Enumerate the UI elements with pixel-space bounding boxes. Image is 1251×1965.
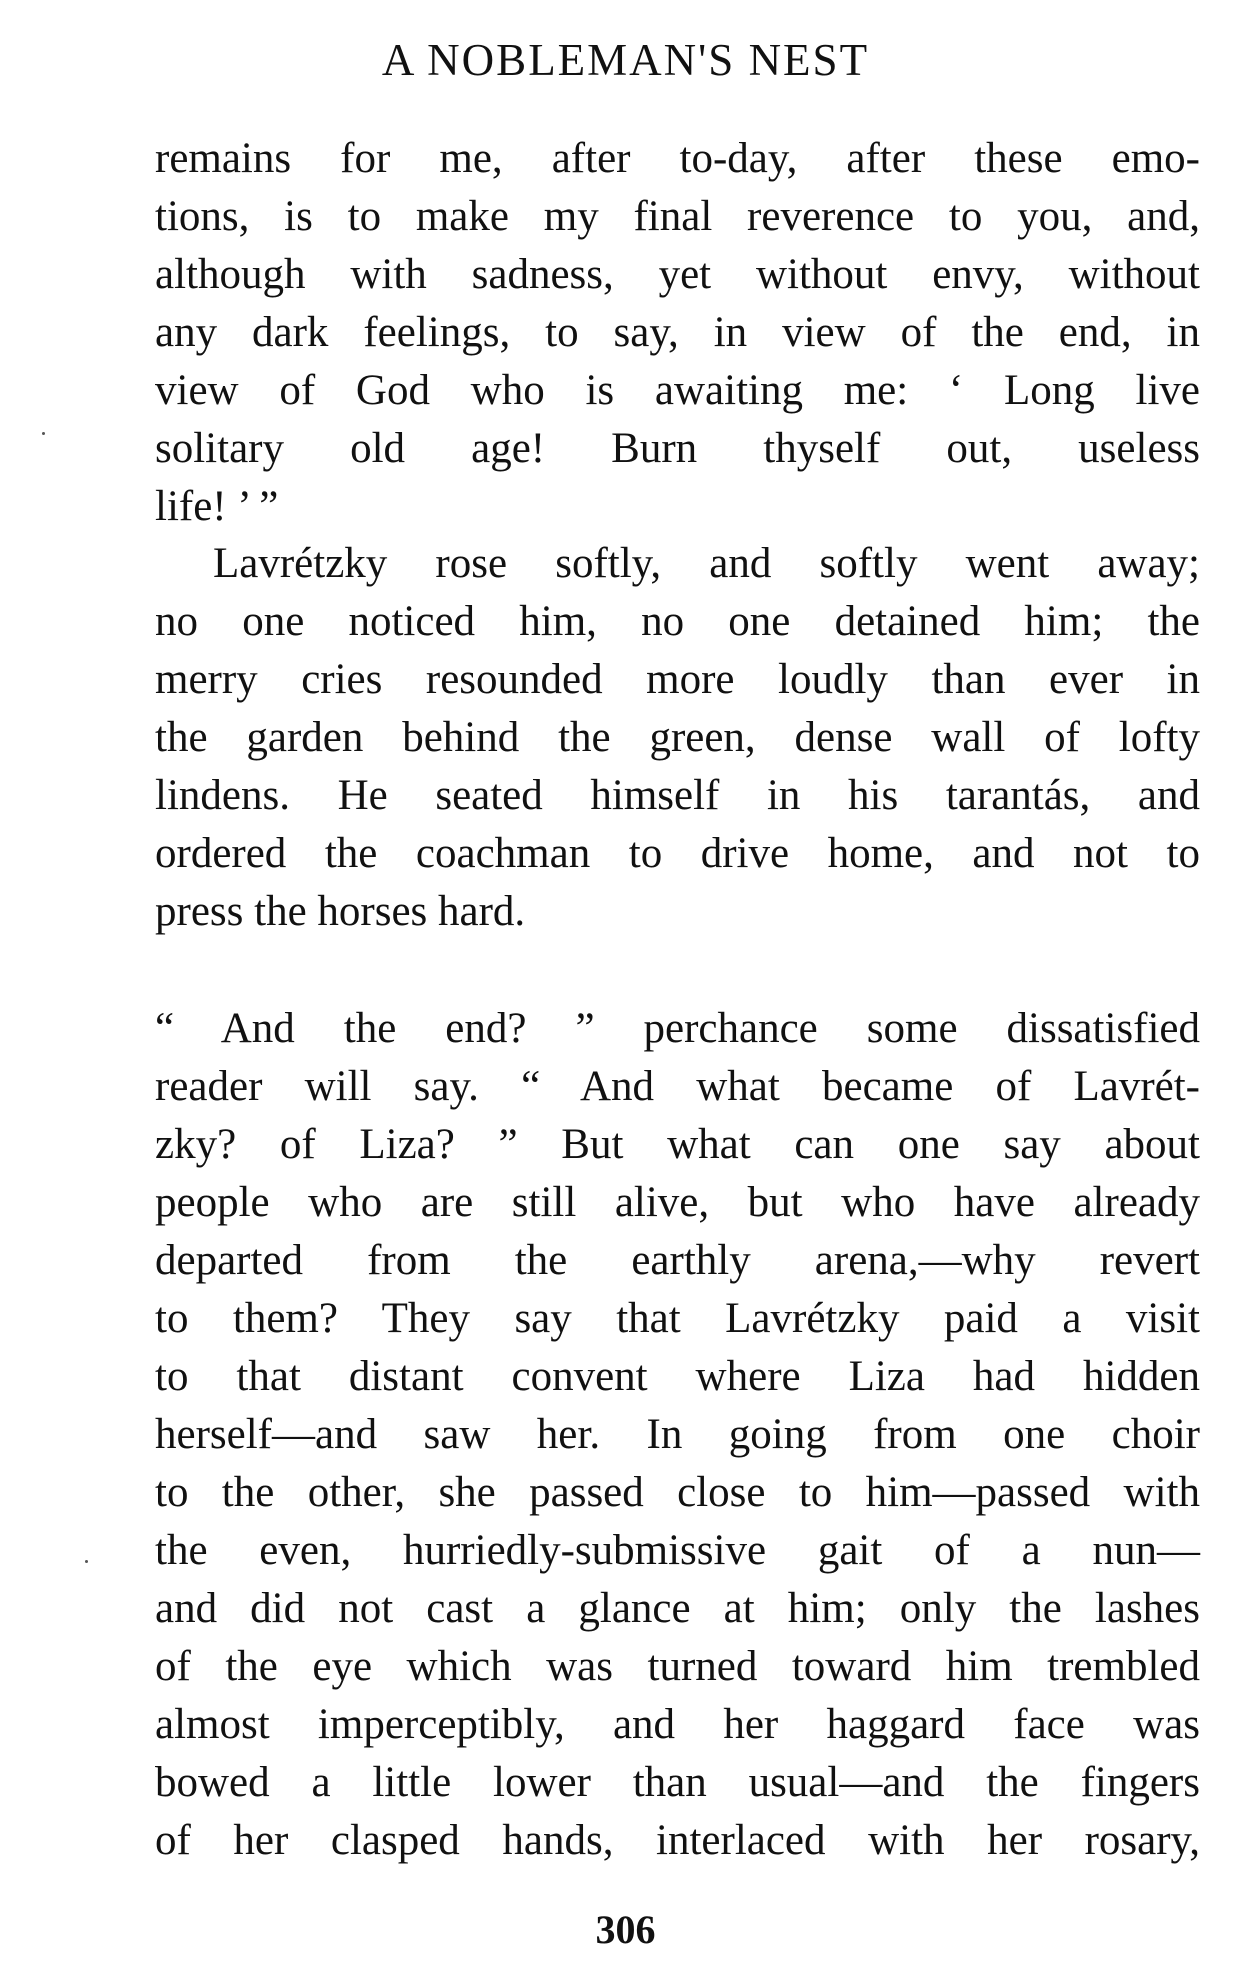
text-line: of the eye which was turned toward him trembled bbox=[155, 1643, 1200, 1690]
text-line: reader will say. “ And what became of Lavrét- bbox=[155, 1063, 1200, 1110]
print-speck bbox=[42, 432, 45, 435]
text-line: view of God who is awaiting me: ‘ Long live bbox=[155, 367, 1200, 414]
text-line: to that distant convent where Liza had hidden bbox=[155, 1353, 1200, 1400]
running-head: A NOBLEMAN'S NEST bbox=[381, 35, 870, 85]
paragraph-letter-ending bbox=[155, 130, 1200, 536]
text-line: Lavrétzky rose softly, and softly went away; bbox=[213, 540, 1200, 587]
text-line: “ And the end? ” perchance some dissatisfied bbox=[155, 1005, 1200, 1052]
paragraph-lavretzky-departs bbox=[155, 535, 1200, 941]
text-line: any dark feelings, to say, in view of the end, in bbox=[155, 309, 1200, 356]
text-line: departed from the earthly arena,—why revert bbox=[155, 1237, 1200, 1284]
paragraph-epilogue bbox=[155, 1000, 1200, 1870]
text-line: and did not cast a glance at him; only the lashes bbox=[155, 1585, 1200, 1632]
text-line: life! ’ ” bbox=[155, 483, 279, 530]
text-line: herself—and saw her. In going from one choir bbox=[155, 1411, 1200, 1458]
text-line: no one noticed him, no one detained him; the bbox=[155, 598, 1200, 645]
text-line: tions, is to make my final reverence to you, and, bbox=[155, 193, 1200, 240]
text-line: of her clasped hands, interlaced with her rosary, bbox=[155, 1817, 1200, 1864]
text-line: people who are still alive, but who have already bbox=[155, 1179, 1200, 1226]
text-line: to them? They say that Lavrétzky paid a visit bbox=[155, 1295, 1200, 1342]
text-line: solitary old age! Burn thyself out, useless bbox=[155, 425, 1200, 472]
text-line: lindens. He seated himself in his tarantás, and bbox=[155, 772, 1200, 819]
text-line: to the other, she passed close to him—passed with bbox=[155, 1469, 1200, 1516]
page-number: 306 bbox=[595, 1907, 656, 1952]
print-speck bbox=[85, 1560, 88, 1563]
text-line: zky? of Liza? ” But what can one say about bbox=[155, 1121, 1200, 1168]
text-line: the even, hurriedly-submissive gait of a nun— bbox=[155, 1527, 1200, 1574]
text-line: although with sadness, yet without envy, without bbox=[155, 251, 1200, 298]
text-line: press the horses hard. bbox=[155, 888, 526, 935]
text-line: ordered the coachman to drive home, and not to bbox=[155, 830, 1200, 877]
text-line: the garden behind the green, dense wall of lofty bbox=[155, 714, 1200, 761]
text-line: remains for me, after to-day, after these emo- bbox=[155, 135, 1200, 182]
text-line: almost imperceptibly, and her haggard face was bbox=[155, 1701, 1200, 1748]
text-line: merry cries resounded more loudly than ever in bbox=[155, 656, 1200, 703]
text-line: bowed a little lower than usual—and the fingers bbox=[155, 1759, 1200, 1806]
